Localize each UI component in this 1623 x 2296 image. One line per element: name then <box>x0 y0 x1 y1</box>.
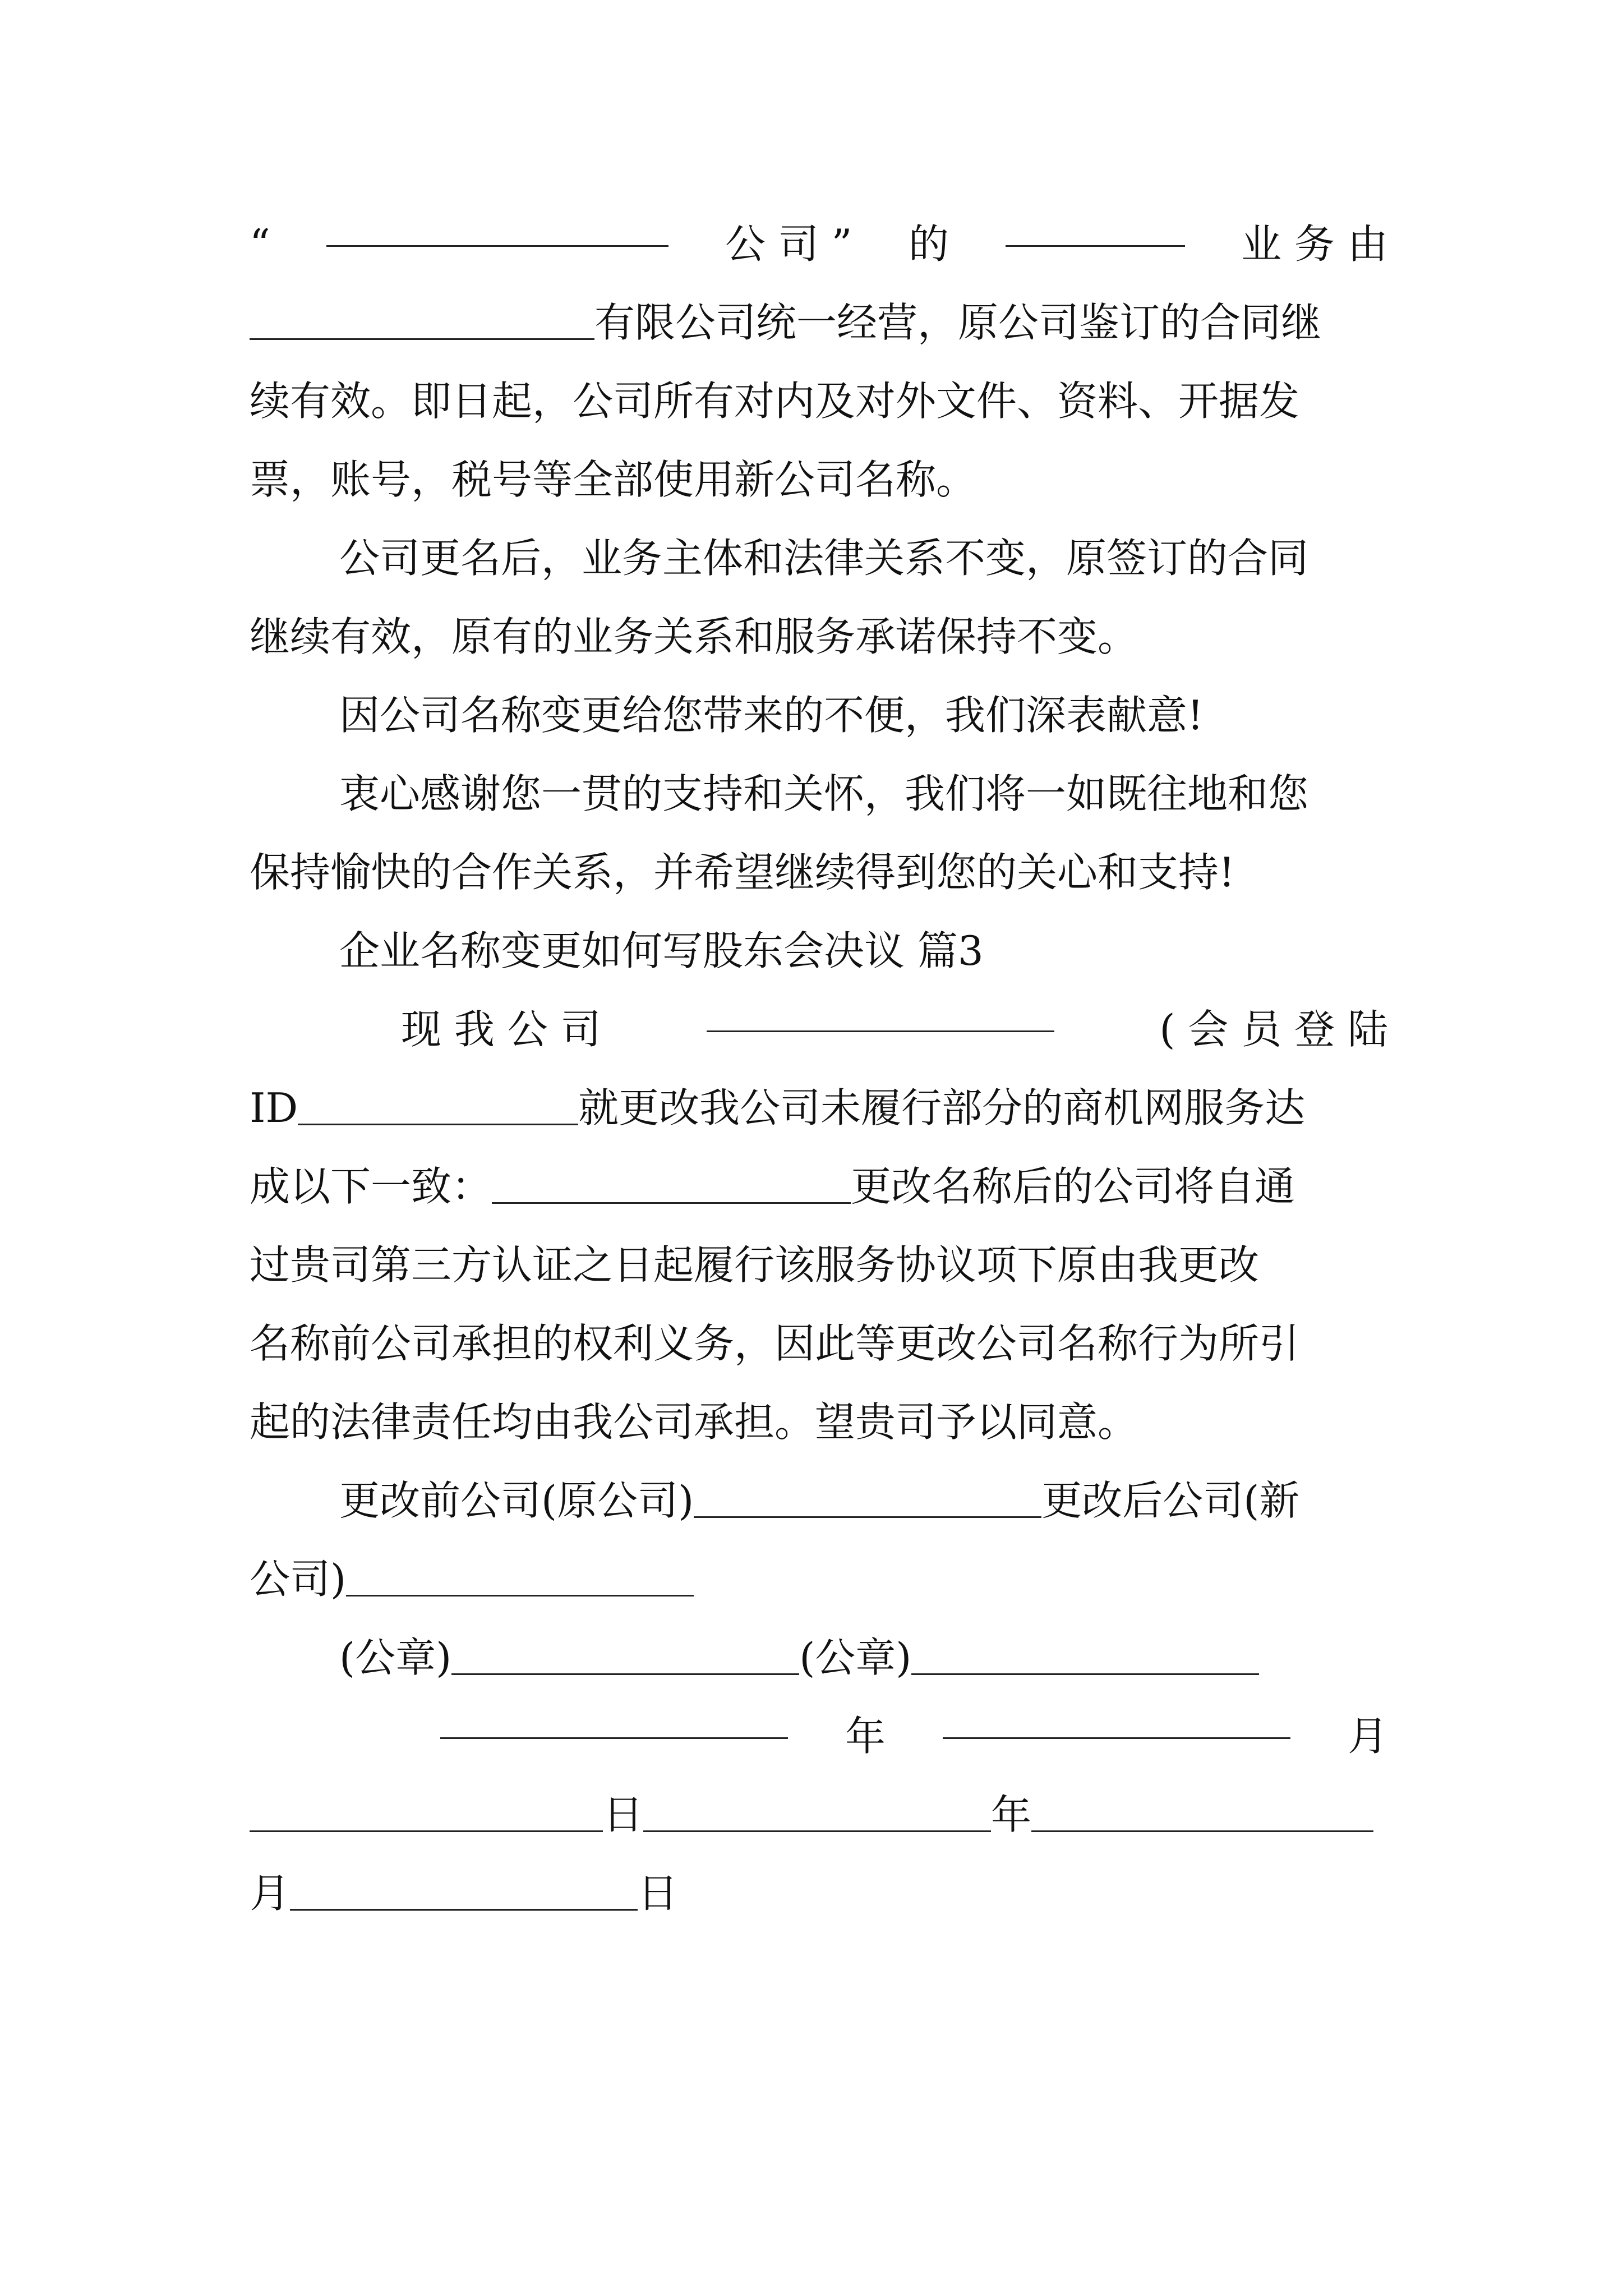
line-12-text: 就更改我公司未履行部分的商机网服务达 <box>578 1084 1306 1131</box>
line-14: 过贵司第三方认证之日起履行该服务协议项下原由我更改 <box>250 1241 1260 1289</box>
blank-day-2[interactable] <box>290 1909 638 1911</box>
line-18 <box>250 1540 1388 1618</box>
line-4: 票，账号，税号等全部使用新公司名称。 <box>250 456 977 503</box>
day-label-1: 日 <box>603 1791 644 1838</box>
line-5: 公司更名后，业务主体和法律关系不变，原签订的合同 <box>339 535 1309 582</box>
blank-seal-2[interactable] <box>911 1673 1259 1675</box>
before-label: 更改前公司(原公司) <box>339 1477 694 1524</box>
year-label-2: 年 <box>991 1791 1032 1838</box>
blank-new-company-name[interactable] <box>346 1595 694 1596</box>
de-text: 的 <box>909 220 949 268</box>
company-text: 公 司 ” <box>725 220 852 268</box>
blank-year-1[interactable] <box>440 1737 788 1739</box>
line-21 <box>250 1775 1388 1854</box>
blank-new-company[interactable] <box>250 338 594 340</box>
blank-our-company[interactable] <box>707 1030 1054 1032</box>
member-login-text: ( 会 员 登 陆 <box>1159 1006 1388 1053</box>
blank-company-name[interactable] <box>326 245 668 247</box>
blank-renamed-company[interactable] <box>492 1202 851 1204</box>
blank-business[interactable] <box>1006 245 1185 247</box>
blank-member-id[interactable] <box>298 1124 578 1125</box>
open-quote: “ <box>250 220 270 268</box>
year-label-1: 年 <box>845 1713 886 1760</box>
line-9: 保持愉快的合作关系，并希望继续得到您的关心和支持! <box>250 849 1235 896</box>
line-13-text: 更改名称后的公司将自通 <box>851 1163 1295 1210</box>
section-heading: 企业名称变更如何写股东会决议 篇3 <box>339 927 984 974</box>
line-22 <box>250 1854 1388 1932</box>
line-20 <box>440 1697 1388 1775</box>
line-13-lead: 成以下一致： <box>250 1163 492 1210</box>
line-19 <box>339 1618 1388 1697</box>
id-prefix: ID <box>250 1084 298 1131</box>
line-3: 续有效。即日起，公司所有对内及对外文件、资料、开据发 <box>250 378 1300 425</box>
seal-label-1: (公章) <box>339 1634 452 1681</box>
line-13 <box>250 1147 1388 1226</box>
blank-seal-1[interactable] <box>451 1673 799 1675</box>
line-12 <box>250 1069 1388 1147</box>
line-2 <box>250 283 1388 362</box>
line-1 <box>250 205 1388 283</box>
day-label-2: 日 <box>638 1870 679 1917</box>
blank-day-1[interactable] <box>250 1830 603 1832</box>
line-7: 因公司名称变更给您带来的不便，我们深表献意! <box>339 692 1204 739</box>
blank-month-2[interactable] <box>1031 1830 1373 1832</box>
line-8: 衷心感谢您一贯的支持和关怀，我们将一如既往地和您 <box>339 770 1309 817</box>
line-11-lead: 现 我 公 司 <box>401 1006 601 1053</box>
line-15: 名称前公司承担的权利义务，因此等更改公司名称行为所引 <box>250 1320 1300 1367</box>
line-11 <box>401 990 1388 1069</box>
new-company-label: 公司) <box>250 1556 347 1603</box>
line-2-text: 有限公司统一经营，原公司鉴订的合同继 <box>594 299 1322 346</box>
month-label-1: 月 <box>1347 1713 1388 1760</box>
blank-original-company[interactable] <box>694 1516 1041 1518</box>
business-text: 业 务 由 <box>1241 220 1388 268</box>
blank-year-2[interactable] <box>643 1830 991 1832</box>
seal-label-2: (公章) <box>799 1634 912 1681</box>
month-label-2: 月 <box>250 1870 291 1917</box>
after-label: 更改后公司(新 <box>1041 1477 1300 1524</box>
line-6: 继续有效，原有的业务关系和服务承诺保持不变。 <box>250 613 1138 660</box>
line-16: 起的法律责任均由我公司承担。望贵司予以同意。 <box>250 1398 1138 1446</box>
line-17 <box>339 1461 1388 1540</box>
blank-month-1[interactable] <box>943 1737 1290 1739</box>
